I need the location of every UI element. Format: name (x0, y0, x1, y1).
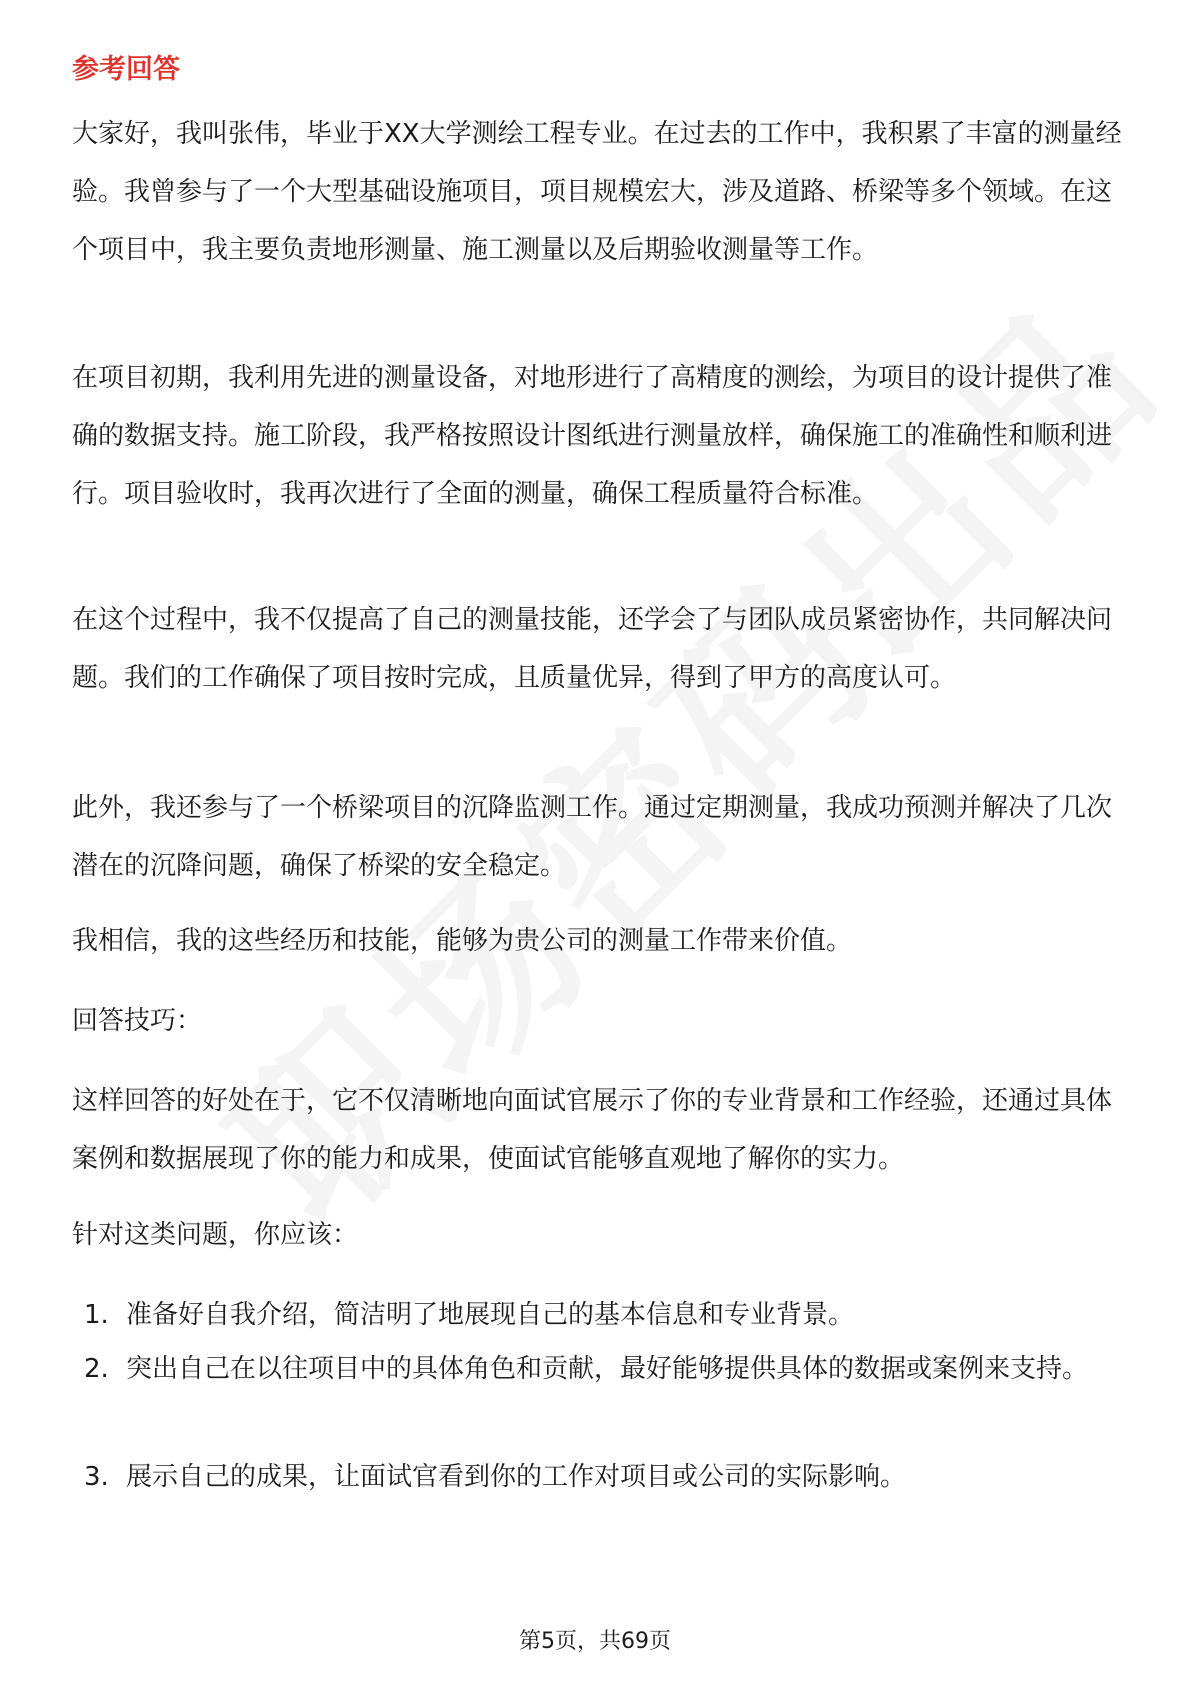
list-item (84, 1448, 1124, 1506)
list-number: 2. (84, 1354, 109, 1384)
list-text: 准备好自我介绍，简洁明了地展现自己的基本信息和专业背景。 (126, 1300, 855, 1330)
list-number: 1. (84, 1300, 109, 1330)
paragraph-tips-heading: 回答技巧： (72, 1006, 203, 1036)
paragraph-teamwork: 在这个过程中，我不仅提高了自己的测量技能，还学会了与团队成员紧密协作，共同解决问题。我们的工作确保了项目按时完成，且质量优异，得到了甲方的高度认可。 (72, 605, 1113, 693)
paragraph-project-phases: 在项目初期，我利用先进的测量设备，对地形进行了高精度的测绘，为项目的设计提供了准确的数据支持。施工阶段，我严格按照设计图纸进行测量放样，确保施工的准确性和顺利进行。项目验收时，我再次进行了全面的测量，确保工程质量符合标准。 (72, 363, 1113, 509)
paragraph-intro: 大家好，我叫张伟，毕业于XX大学测绘工程专业。在过去的工作中，我积累了丰富的测量经验。我曾参与了一个大型基础设施项目，项目规模宏大，涉及道路、桥梁等多个领域。在这个项目中，我主要负责地形测量、施工测量以及后期验收测量等工作。 (72, 119, 1122, 265)
paragraph-tips-body: 这样回答的好处在于，它不仅清晰地向面试官展示了你的专业背景和工作经验，还通过具体案例和数据展现了你的能力和成果，使面试官能够直观地了解你的实力。 (72, 1086, 1113, 1174)
list-number: 3. (84, 1462, 109, 1492)
paragraph-closing: 我相信，我的这些经历和技能，能够为贵公司的测量工作带来价值。 (72, 926, 853, 956)
paragraph-advice-intro: 针对这类问题，你应该： (72, 1220, 359, 1250)
section-heading: 参考回答 (72, 54, 180, 85)
page-number-footer: 第5页，共69页 (519, 1629, 671, 1654)
list-text: 展示自己的成果，让面试官看到你的工作对项目或公司的实际影响。 (126, 1462, 907, 1492)
list-item (84, 1286, 1124, 1344)
list-item (84, 1340, 1124, 1398)
list-text: 突出自己在以往项目中的具体角色和贡献，最好能够提供具体的数据或案例来支持。 (126, 1354, 1089, 1384)
paragraph-bridge: 此外，我还参与了一个桥梁项目的沉降监测工作。通过定期测量，我成功预测并解决了几次潜在的沉降问题，确保了桥梁的安全稳定。 (72, 793, 1113, 881)
